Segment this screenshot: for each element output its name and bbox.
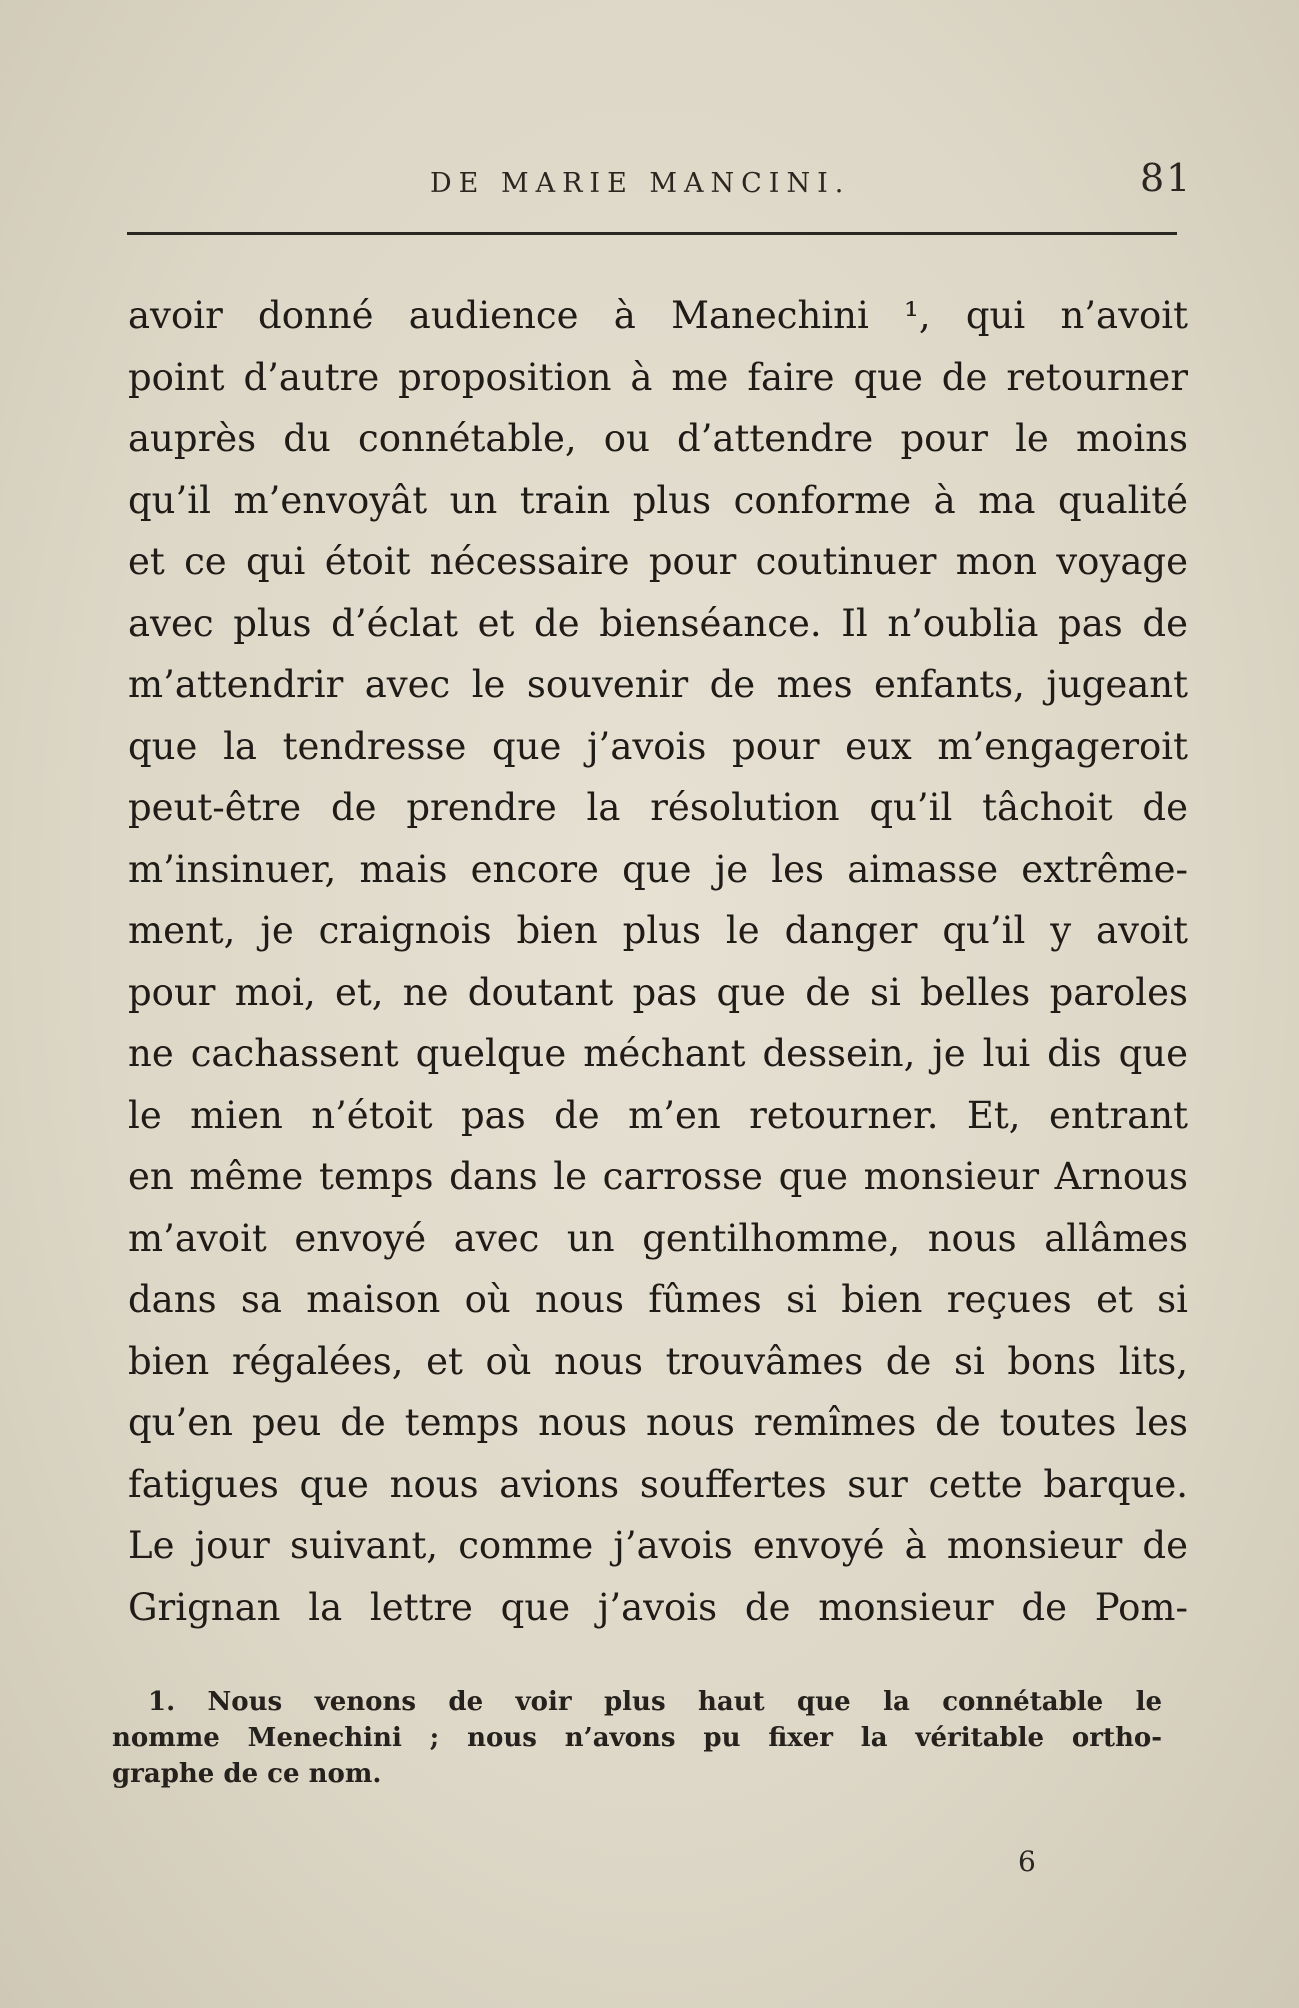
text-line: ment, je craignois bien plus le danger qu’il y avoit	[128, 909, 1188, 952]
text-line: m’avoit envoyé avec un gentilhomme, nous allâmes	[128, 1216, 1188, 1260]
text-line: en même temps dans le carrosse que monsieur Arnous	[128, 1155, 1188, 1198]
text-line: Le jour suivant, comme j’avois envoyé à monsieur de	[128, 1524, 1188, 1567]
text-line: point d’autre proposition à me faire que de retourner	[128, 355, 1188, 399]
page-number: 81	[1140, 156, 1193, 200]
footnote-line: graphe de ce nom.	[112, 1759, 382, 1789]
footnote-line: nomme Menechini ; nous n’avons pu fixer la véritable ortho-	[112, 1723, 1162, 1753]
signature-mark: 6	[1018, 1845, 1036, 1878]
header-rule	[127, 232, 1177, 235]
footnote	[112, 1684, 1162, 1792]
text-line: m’attendrir avec le souvenir de mes enfants, jugeant	[128, 663, 1188, 706]
running-title: DE MARIE MANCINI.	[430, 168, 851, 199]
footnote-line: 1. Nous venons de voir plus haut que la connétable le	[148, 1687, 1162, 1717]
text-line: bien régalées, et où nous trouvâmes de si bons lits,	[128, 1339, 1188, 1383]
text-line: que la tendresse que j’avois pour eux m’engageroit	[128, 724, 1188, 768]
body-text	[128, 285, 1188, 1638]
text-line: auprès du connétable, ou d’attendre pour le moins	[128, 417, 1188, 460]
text-line: qu’il m’envoyât un train plus conforme à ma qualité	[128, 478, 1188, 522]
text-line: avec plus d’éclat et de bienséance. Il n’oublia pas de	[128, 601, 1188, 645]
text-line: Grignan la lettre que j’avois de monsieur de Pom-	[128, 1585, 1188, 1629]
text-line: qu’en peu de temps nous nous remîmes de toutes les	[128, 1401, 1188, 1444]
text-line: pour moi, et, ne doutant pas que de si belles paroles	[128, 970, 1188, 1014]
text-line: et ce qui étoit nécessaire pour coutinuer mon voyage	[128, 540, 1188, 583]
text-line: fatigues que nous avions souffertes sur cette barque.	[128, 1462, 1188, 1506]
text-line: ne cachassent quelque méchant dessein, je lui dis que	[128, 1032, 1188, 1075]
text-line: avoir donné audience à Manechini ¹, qui n’avoit	[128, 294, 1188, 337]
text-line: peut-être de prendre la résolution qu’il tâchoit de	[128, 786, 1188, 829]
text-line: le mien n’étoit pas de m’en retourner. Et, entrant	[128, 1093, 1188, 1137]
text-line: dans sa maison où nous fûmes si bien reçues et si	[128, 1278, 1188, 1321]
text-line: m’insinuer, mais encore que je les aimasse extrême-	[128, 847, 1188, 891]
